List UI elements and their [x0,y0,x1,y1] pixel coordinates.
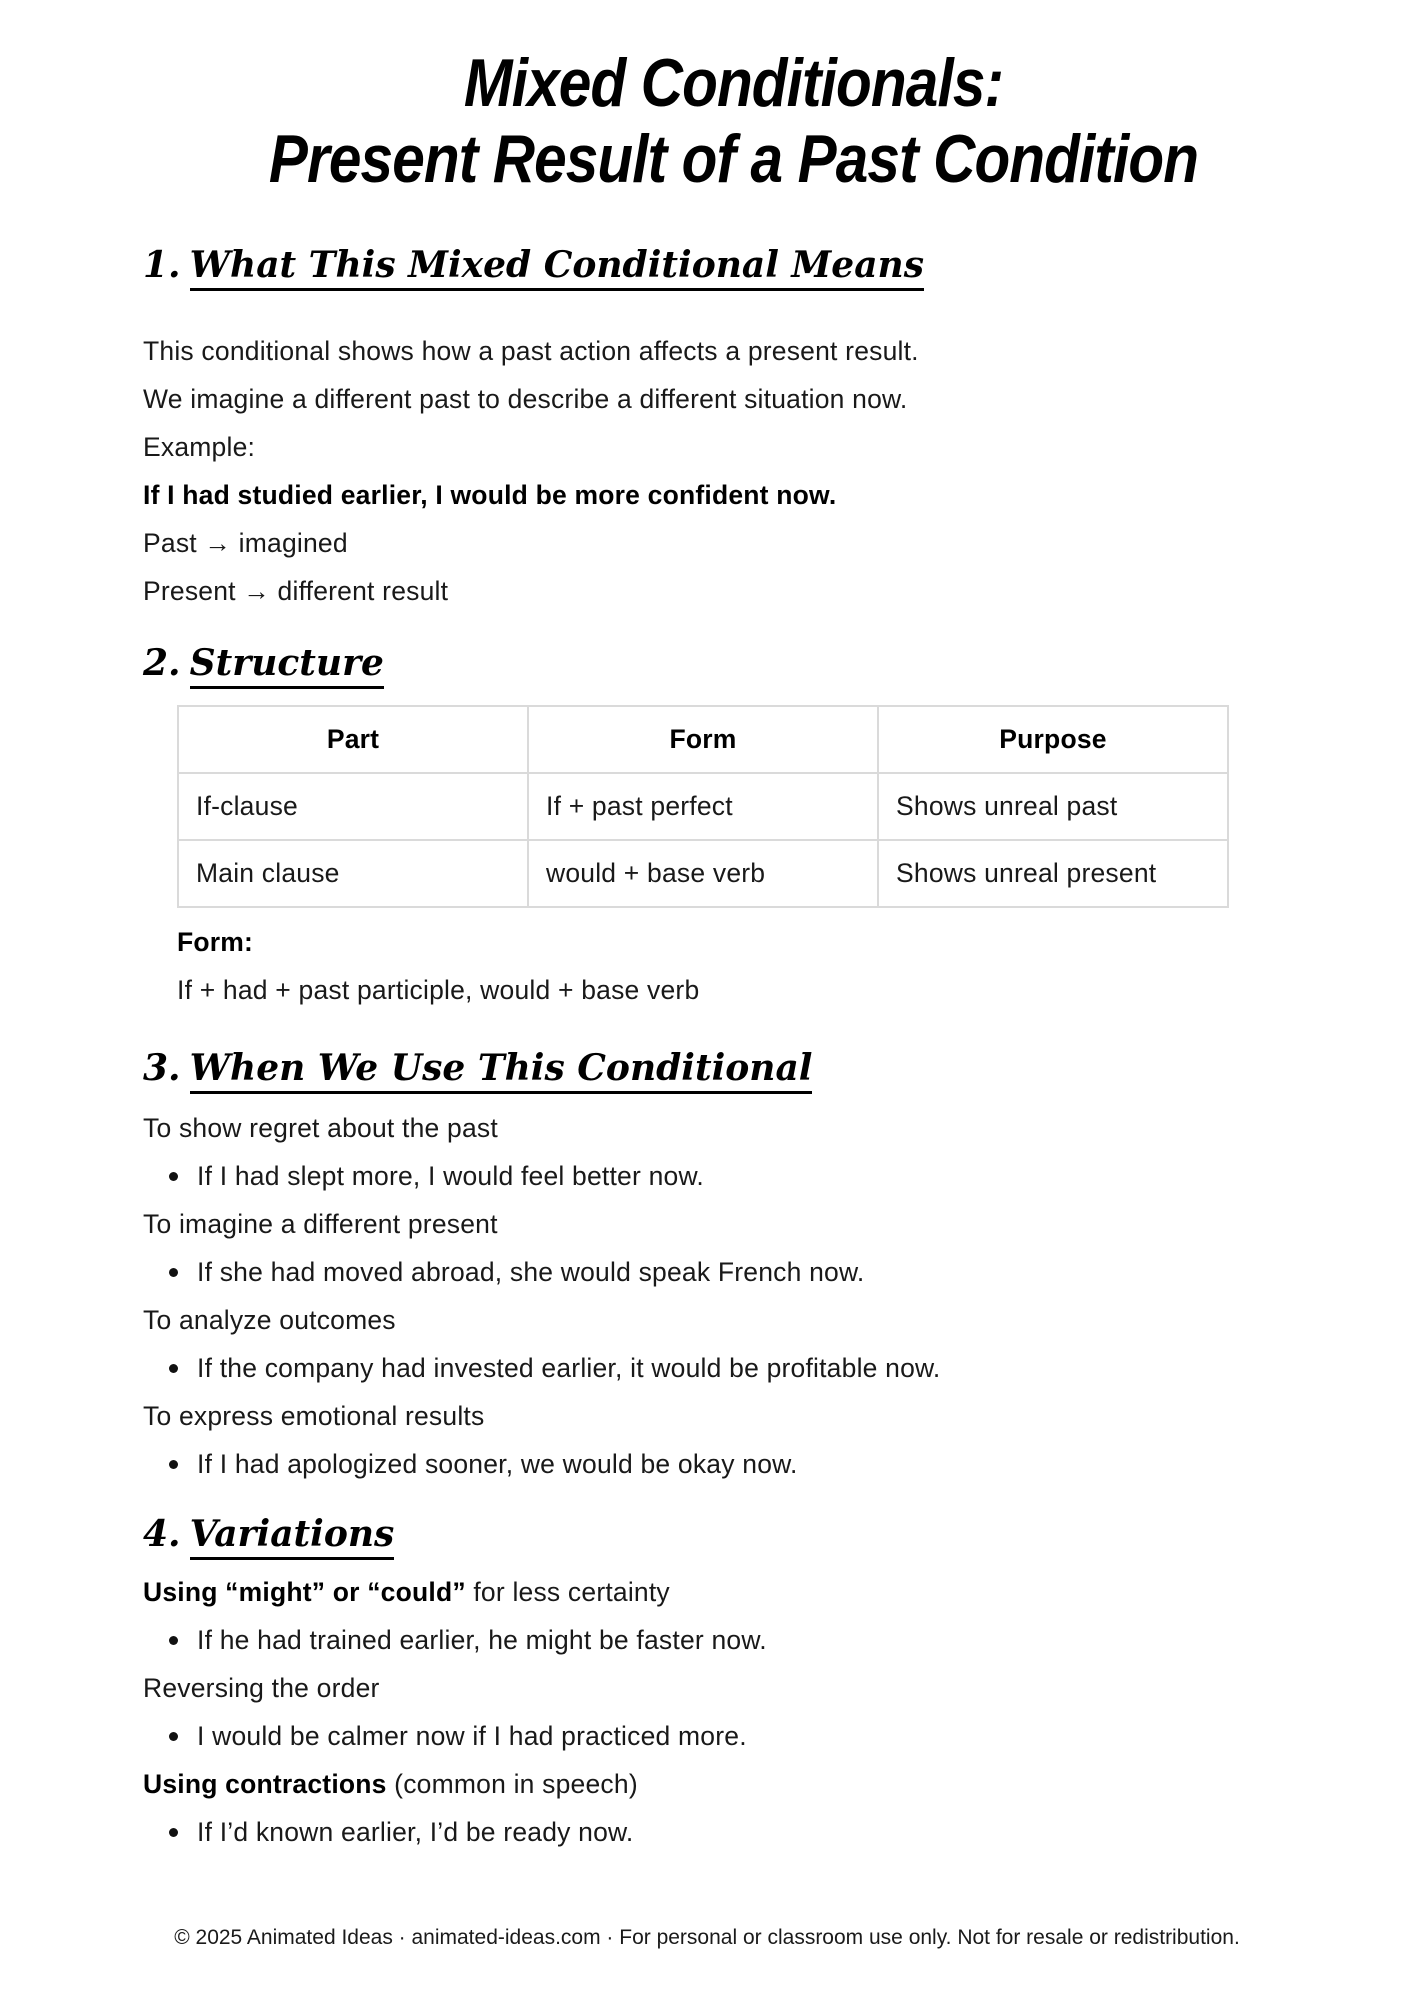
section-2-heading-text: Structure [190,642,384,689]
table-cell: Shows unreal present [878,840,1228,907]
form-label: Form: [177,927,254,957]
bullet-item [143,1616,1324,1664]
table-header-part: Part [178,706,528,773]
paragraph-line: Present → different result [143,576,449,606]
section-2-number: 2. [143,642,181,684]
bullet-dot-icon [169,1460,178,1469]
section-3-number: 3. [143,1047,181,1089]
bullet-dot-icon [169,1828,178,1837]
variation-label-rest: for less certainty [465,1577,670,1607]
variation-label [143,1664,1324,1712]
table-row [178,773,1228,840]
variation-label [143,1760,1324,1808]
bullet-text: If she had moved abroad, she would speak French now. [197,1257,865,1287]
variation-label-bold: Using contractions [143,1769,387,1799]
form-text: If + had + past participle, would + base verb [177,975,700,1005]
bullet-dot-icon [169,1636,178,1645]
example-sentence: If I had studied earlier, I would be more confident now. [143,480,837,510]
bullet-dot-icon [169,1172,178,1181]
bullet-text: I would be calmer now if I had practiced more. [197,1721,747,1751]
table-cell: If + past perfect [528,773,878,840]
bullet-item [143,1440,1324,1488]
table-cell: Shows unreal past [878,773,1228,840]
use-case-label: To imagine a different present [143,1209,498,1239]
use-case-label: To show regret about the past [143,1113,498,1143]
bullet-dot-icon [169,1268,178,1277]
paragraph-line: Past → imagined [143,528,348,558]
paragraph-line: This conditional shows how a past action affects a present result. [143,336,919,366]
section-3-heading [143,1040,1324,1096]
bullet-text: If the company had invested earlier, it would be profitable now. [197,1353,941,1383]
structure-table [177,705,1229,908]
section-4-list [143,1568,1324,1856]
table-header-form: Form [528,706,878,773]
section-4-heading [143,1506,1324,1562]
bullet-text: If I had slept more, I would feel better now. [197,1161,704,1191]
section-1-heading-text: What This Mixed Conditional Means [190,244,924,291]
section-4-heading-text: Variations [190,1513,395,1560]
table-cell: Main clause [178,840,528,907]
section-3-heading-text: When We Use This Conditional [190,1047,813,1094]
document-title-line-2: Present Result of a Past Condition [268,121,1199,197]
section-1-heading [143,237,1324,293]
table-header-row [178,706,1228,773]
variation-label [143,1568,1324,1616]
section-1-number: 1. [143,244,181,286]
bullet-text: If I had apologized sooner, we would be okay now. [197,1449,798,1479]
bullet-item [143,1344,1324,1392]
paragraph-line: Example: [143,432,256,462]
bullet-dot-icon [169,1364,178,1373]
copyright-footer: © 2025 Animated Ideas · animated-ideas.com · For personal or classroom use only. Not for resale or redistribution. [174,1926,1240,1949]
bullet-text: If he had trained earlier, he might be faster now. [197,1625,767,1655]
bullet-item [143,1808,1324,1856]
table-row [178,840,1228,907]
bullet-text: If I’d known earlier, I’d be ready now. [197,1817,634,1847]
table-header-purpose: Purpose [878,706,1228,773]
section-1-body [143,327,1324,615]
section-3-list [143,1104,1324,1488]
worksheet-content [0,45,1414,1856]
use-case-label: To express emotional results [143,1401,485,1431]
bullet-item [143,1712,1324,1760]
section-2-heading [143,635,1324,691]
variation-label-rest: Reversing the order [143,1673,380,1703]
bullet-item [143,1152,1324,1200]
bullet-item [143,1248,1324,1296]
variation-label-bold: Using “might” or “could” [143,1577,466,1607]
variation-label-rest: (common in speech) [386,1769,638,1799]
document-title-line-1: Mixed Conditionals: [463,45,1004,121]
bullet-dot-icon [169,1732,178,1741]
use-case-label: To analyze outcomes [143,1305,396,1335]
table-cell: would + base verb [528,840,878,907]
form-block [177,918,1324,1014]
paragraph-line: We imagine a different past to describe a different situation now. [143,384,908,414]
table-cell: If-clause [178,773,528,840]
section-4-number: 4. [143,1513,181,1555]
